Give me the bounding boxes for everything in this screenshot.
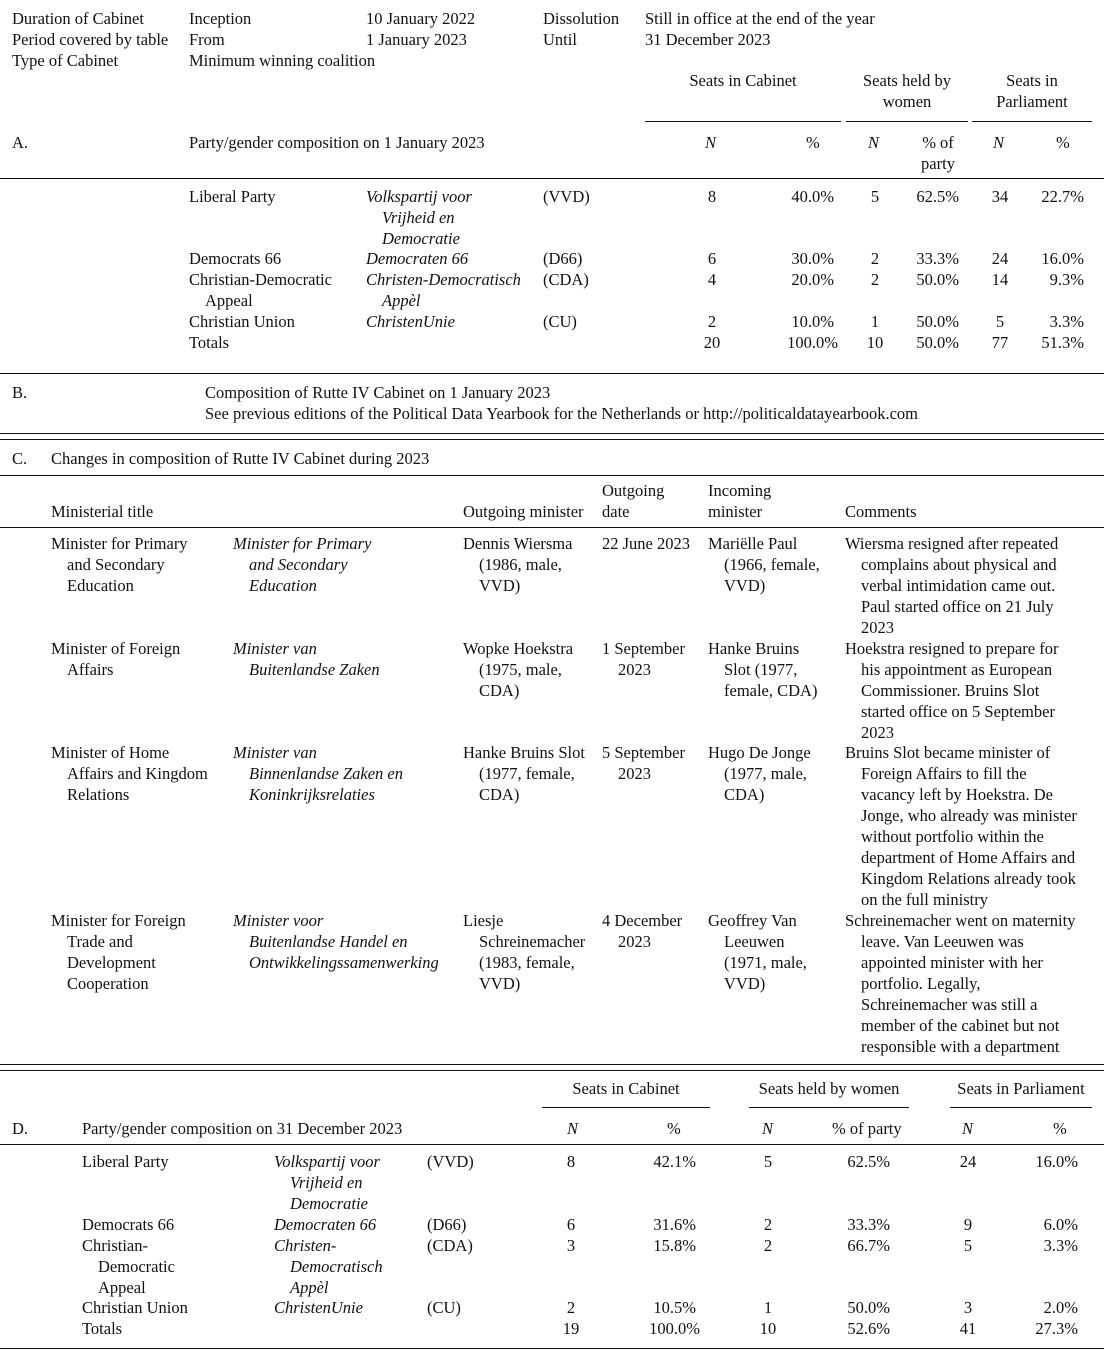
b-rule-1 [0,433,1104,434]
c-outgoing-minister-line: (1977, female, [479,764,575,783]
c-comments-line: without portfolio within the [861,827,1044,846]
c-outgoing-minister [463,910,585,994]
d-cabinet-rule [542,1107,710,1108]
c-ministerial-native [233,638,380,680]
c-incoming-minister-line: (1971, male, [724,953,807,972]
a-cab-n: 6 [707,249,717,268]
dissolution-label: Dissolution [543,9,620,28]
d-sub-p-pct: % [1053,1119,1067,1138]
c-comments-line: Bruins Slot became minister of [845,743,1051,762]
c-ministerial-native [233,533,371,596]
dissolution-value: Still in office at the end of the year [645,9,875,28]
c-ministerial-title [51,533,188,596]
c-incoming-minister-line: Geoffrey Van [708,911,797,930]
c-incoming-minister-line: Leeuwen [724,932,785,951]
c-ministerial-title [51,910,186,994]
d-totals-cab-n: 19 [562,1319,580,1338]
c-ministerial-native-line: Minister for Primary [233,534,372,553]
a-party-name [189,269,332,311]
c-incoming-minister-line: CDA) [724,785,765,804]
c-ministerial-native-line: Koninkrijksrelaties [249,785,375,804]
c-ministerial-title-line: Development [67,953,156,972]
a-sub-pct-party-line2: party [921,154,955,173]
d-party-abbr: (CU) [427,1298,461,1317]
c-outgoing-date-line: 4 December [602,911,683,930]
c-outgoing-date [602,533,690,554]
a-party-name [189,311,295,332]
a-cab-n: 2 [707,312,717,331]
a-party-abbr: (VVD) [543,187,590,206]
a-party-name-line: Christian Union [189,312,295,331]
c-comments-line: Schreinemacher was still a [861,995,1038,1014]
c-incoming-minister [708,910,807,994]
a-bottom-rule [0,373,1104,374]
a-party-native-line: Democraten 66 [366,249,469,268]
c-ministerial-native [233,742,403,805]
a-totals-p-pct: 51.3% [1041,333,1084,352]
d-cab-pct: 10.5% [653,1298,696,1317]
a-party-name-line: Christian-Democratic [189,270,332,289]
c-incoming-minister [708,638,817,701]
d-p-pct: 16.0% [1035,1152,1078,1171]
c-ministerial-native-line: and Secondary [249,555,348,574]
a-parliament-rule [972,121,1092,122]
d-p-n: 5 [963,1236,973,1255]
d-party-abbr: (CDA) [427,1236,473,1255]
c-outgoing-minister-line: (1986, male, [479,555,562,574]
a-sub-p-pct: % [1056,133,1070,152]
c-comments [845,910,1075,1057]
c-comments-line: complains about physical and [861,555,1057,574]
c-col-incoming-line1: Incoming [708,481,772,500]
a-party-name-line: Democrats 66 [189,249,282,268]
c-ministerial-title-line: Minister of Foreign [51,639,181,658]
d-cab-pct: 42.1% [653,1152,696,1171]
c-incoming-minister-line: female, CDA) [724,681,818,700]
a-w-n: 2 [870,249,880,268]
duration-label: Duration of Cabinet [12,9,144,28]
c-comments-line: responsible with a department [861,1037,1060,1056]
d-p-n: 3 [963,1298,973,1317]
d-party-name-line: Democrats 66 [82,1215,175,1234]
a-col-parliament [972,70,1092,112]
c-ministerial-native [233,910,439,973]
a-w-pct: 50.0% [916,270,959,289]
a-p-pct: 16.0% [1041,249,1084,268]
a-col-parliament-line2: Parliament [996,92,1068,111]
c-comments [845,742,1077,910]
from-label: From [189,30,225,49]
a-sub-pct-party [906,132,970,174]
c-comments-line: leave. Van Leeuwen was [861,932,1024,951]
a-totals-w-n: 10 [866,333,884,352]
a-cab-pct: 20.0% [791,270,834,289]
c-col-incoming [708,480,771,522]
c-incoming-minister-line: VVD) [724,974,766,993]
d-w-pct: 66.7% [847,1236,890,1255]
d-party-name-line: Christian- [82,1236,148,1255]
c-ministerial-native-line: Minister van [233,639,317,658]
d-col-cabinet: Seats in Cabinet [572,1079,680,1098]
d-cab-pct: 31.6% [653,1215,696,1234]
c-outgoing-minister-line: Liesje [463,911,504,930]
c-comments-line: Commissioner. Bruins Slot [861,681,1040,700]
c-comments-line: his appointment as European [861,660,1053,679]
d-cab-n: 8 [566,1152,576,1171]
d-women-rule [749,1107,909,1108]
a-women-rule [846,121,968,122]
d-col-women: Seats held by women [758,1079,900,1098]
c-header-rule [0,527,1104,528]
d-w-n: 2 [763,1215,773,1234]
a-sub-p-n: N [993,133,1005,152]
a-p-n: 24 [991,249,1009,268]
c-ministerial-title-line: Education [67,576,134,595]
b-letter: B. [12,383,28,402]
c-ministerial-title-line: Relations [67,785,130,804]
d-party-native-line: Volkspartij voor [274,1152,380,1171]
d-party-name [82,1235,175,1298]
c-outgoing-date-line: 2023 [618,932,651,951]
c-incoming-minister-line: VVD) [724,576,766,595]
a-party-native [366,186,472,249]
d-header-rule [0,1144,1104,1145]
b-line1: Composition of Rutte IV Cabinet on 1 January 2023 [205,383,551,402]
d-title: Party/gender composition on 31 December 2023 [82,1119,403,1138]
b-line2: See previous editions of the Political Data Yearbook for the Netherlands or http://politicaldatayearbook.com [205,404,918,423]
d-party-native-line: Democratie [290,1194,368,1213]
d-p-pct: 3.3% [1043,1236,1078,1255]
d-party-name-line: Democratic [98,1257,175,1276]
d-totals-w-pct: 52.6% [847,1319,890,1338]
c-outgoing-date-line: 22 June 2023 [602,534,690,553]
c-outgoing-minister [463,533,572,596]
c-comments-line: 2023 [861,618,894,637]
d-party-native-line: Vrijheid en [290,1173,363,1192]
a-w-n: 5 [870,187,880,206]
c-comments-line: on the full ministry [861,890,988,909]
c-incoming-minister-line: (1966, female, [724,555,820,574]
c-ministerial-title-line: Trade and [67,932,133,951]
until-label: Until [543,30,577,49]
c-incoming-minister-line: (1977, male, [724,764,807,783]
a-sub-cab-n: N [705,133,717,152]
d-party-name-line: Christian Union [82,1298,188,1317]
c-comments-line: vacancy left by Hoekstra. De [861,785,1053,804]
d-party-native-line: Appèl [290,1278,329,1297]
c-comments-line: Kingdom Relations already took [861,869,1076,888]
d-party-abbr: (D66) [427,1215,467,1234]
a-party-name-line: Appeal [205,291,253,310]
c-ministerial-title-line: Minister of Home [51,743,170,762]
c-ministerial-native-line: Education [249,576,317,595]
a-col-women-line1: Seats held by [863,71,951,90]
a-party-name-line: Liberal Party [189,187,276,206]
c-ministerial-title [51,742,208,805]
c-outgoing-minister [463,742,585,805]
a-sub-w-n: N [868,133,880,152]
c-col-outgoing-date-line1: Outgoing [602,481,665,500]
c-ministerial-title-line: Affairs [67,660,114,679]
d-sub-pct-party: % of party [832,1119,902,1138]
c-outgoing-minister-line: Wopke Hoekstra [463,639,574,658]
a-w-n: 1 [870,312,880,331]
c-ministerial-title [51,638,180,680]
b-rule-2 [0,439,1104,440]
a-totals-cab-n: 20 [703,333,721,352]
c-letter: C. [12,449,28,468]
a-p-n: 14 [991,270,1009,289]
c-bottom-rule-1 [0,1064,1104,1065]
c-ministerial-native-line: Buitenlandse Zaken [249,660,380,679]
c-comments-line: Jonge, who already was minister [861,806,1077,825]
c-outgoing-minister-line: Schreinemacher [479,932,586,951]
a-party-native-line: Democratie [382,229,460,248]
d-sub-w-n: N [762,1119,774,1138]
a-letter: A. [12,133,29,152]
d-p-n: 24 [959,1152,977,1171]
a-party-native [366,269,521,311]
d-party-native-line: Christen- [274,1236,337,1255]
d-totals-p-pct: 27.3% [1035,1319,1078,1338]
c-comments-line: Foreign Affairs to fill the [861,764,1027,783]
c-ministerial-title-line: Minister for Primary [51,534,188,553]
c-title: Changes in composition of Rutte IV Cabinet during 2023 [51,449,430,468]
a-party-native-line: Christen-Democratisch [366,270,521,289]
d-cab-pct: 15.8% [653,1236,696,1255]
a-cab-pct: 40.0% [791,187,834,206]
c-col-outgoing-date-line2: date [602,502,630,521]
d-w-pct: 62.5% [847,1152,890,1171]
c-incoming-minister-line: Slot (1977, [724,660,798,679]
c-outgoing-minister-line: Hanke Bruins Slot [463,743,585,762]
a-cabinet-rule [645,121,841,122]
c-ministerial-title-line: Cooperation [67,974,149,993]
d-letter: D. [12,1119,29,1138]
c-bottom-rule-2 [0,1070,1104,1071]
a-totals-w-pct: 50.0% [916,333,959,352]
c-incoming-minister-line: Hugo De Jonge [708,743,811,762]
period-label: Period covered by table [12,30,169,49]
c-comments-line: portfolio. Legally, [861,974,981,993]
c-outgoing-minister-line: VVD) [479,974,521,993]
d-p-pct: 2.0% [1043,1298,1078,1317]
d-bottom-rule [0,1348,1104,1349]
c-incoming-minister [708,533,820,596]
d-cab-n: 3 [566,1236,576,1255]
a-w-pct: 62.5% [916,187,959,206]
a-p-n: 5 [995,312,1005,331]
a-p-n: 34 [991,187,1009,206]
c-comments-line: member of the cabinet but not [861,1016,1060,1035]
d-parliament-rule [950,1107,1092,1108]
c-ministerial-title-line: Minister for Foreign [51,911,186,930]
a-party-name [189,248,281,269]
type-label: Type of Cabinet [12,51,119,70]
c-outgoing-date-line: 1 September [602,639,685,658]
c-outgoing-minister-line: (1975, male, [479,660,562,679]
d-w-n: 2 [763,1236,773,1255]
a-cab-pct: 10.0% [791,312,834,331]
d-w-n: 5 [763,1152,773,1171]
d-p-n: 9 [963,1215,973,1234]
a-party-abbr: (D66) [543,249,583,268]
d-cab-n: 6 [566,1215,576,1234]
d-party-name-line: Liberal Party [82,1152,169,1171]
type-value: Minimum winning coalition [189,51,376,70]
a-col-women [846,70,968,112]
d-party-name [82,1297,188,1318]
c-outgoing-date-line: 2023 [618,764,651,783]
d-party-name-line: Appeal [98,1278,146,1297]
inception-label: Inception [189,9,252,28]
a-col-parliament-line1: Seats in [1006,71,1058,90]
d-sub-p-n: N [962,1119,974,1138]
a-w-pct: 50.0% [916,312,959,331]
d-w-pct: 33.3% [847,1215,890,1234]
a-party-native-line: Vrijheid en [382,208,455,227]
c-comments [845,533,1058,638]
c-outgoing-date [602,910,682,952]
d-totals-label: Totals [82,1319,123,1338]
c-col-outgoing-date [602,480,664,522]
a-party-name [189,186,276,207]
a-col-cabinet-label: Seats in Cabinet [689,71,797,90]
c-title-rule [0,475,1104,476]
c-comments-line: Hoekstra resigned to prepare for [845,639,1059,658]
a-totals-label: Totals [189,333,230,352]
a-col-women-line2: women [882,92,932,111]
c-comments-line: started office on 5 September [861,702,1055,721]
d-party-abbr: (VVD) [427,1152,474,1171]
a-header-rule [0,178,1104,179]
c-comments-line: Schreinemacher went on maternity [845,911,1076,930]
a-title: Party/gender composition on 1 January 2023 [189,133,485,152]
a-p-pct: 3.3% [1049,312,1084,331]
a-party-native [366,248,468,269]
d-party-native-line: Democratisch [290,1257,383,1276]
a-p-pct: 22.7% [1041,187,1084,206]
c-col-title: Ministerial title [51,502,154,521]
d-party-native [274,1297,363,1318]
c-outgoing-minister-line: CDA) [479,681,520,700]
c-incoming-minister-line: Mariëlle Paul [708,534,798,553]
c-comments-line: department of Home Affairs and [861,848,1076,867]
c-ministerial-native-line: Binnenlandse Zaken en [249,764,403,783]
a-sub-pct-party-line1: % of [922,133,954,152]
c-ministerial-title-line: Affairs and Kingdom [67,764,208,783]
c-comments-line: verbal intimidation came out. [861,576,1056,595]
a-col-cabinet [645,70,841,91]
d-party-native [274,1235,383,1298]
a-totals-cab-pct: 100.0% [787,333,838,352]
c-outgoing-date [602,742,685,784]
c-incoming-minister [708,742,811,805]
c-col-incoming-line2: minister [708,502,763,521]
d-party-name [82,1151,169,1172]
c-outgoing-minister [463,638,573,701]
d-totals-w-n: 10 [759,1319,777,1338]
c-outgoing-minister-line: VVD) [479,576,521,595]
d-cab-n: 2 [566,1298,576,1317]
a-p-pct: 9.3% [1049,270,1084,289]
a-party-abbr: (CU) [543,312,577,331]
d-party-name [82,1214,174,1235]
a-party-native-line: Volkspartij voor [366,187,472,206]
a-cab-n: 8 [707,187,717,206]
c-ministerial-title-line: and Secondary [67,555,165,574]
a-party-native [366,311,455,332]
c-comments-line: 2023 [861,723,894,742]
c-ministerial-native-line: Minister van [233,743,317,762]
a-cab-n: 4 [707,270,717,289]
d-sub-cab-pct: % [667,1119,681,1138]
d-party-native [274,1214,376,1235]
d-sub-cab-n: N [567,1119,579,1138]
c-outgoing-minister-line: CDA) [479,785,520,804]
c-outgoing-minister-line: Dennis Wiersma [463,534,573,553]
until-value: 31 December 2023 [645,30,771,49]
c-ministerial-native-line: Buitenlandse Handel en [249,932,408,951]
d-w-n: 1 [763,1298,773,1317]
a-totals-p-n: 77 [991,333,1009,352]
a-w-pct: 33.3% [916,249,959,268]
c-ministerial-native-line: Ontwikkelingssamenwerking [249,953,439,972]
d-col-parliament: Seats in Parliament [957,1079,1085,1098]
a-party-native-line: ChristenUnie [366,312,455,331]
a-sub-cab-pct: % [806,133,820,152]
a-w-n: 2 [870,270,880,289]
c-col-comments: Comments [845,502,917,521]
d-party-native [274,1151,380,1214]
c-comments-line: Paul started office on 21 July [861,597,1054,616]
c-ministerial-native-line: Minister voor [233,911,324,930]
c-outgoing-date-line: 2023 [618,660,651,679]
d-party-native-line: ChristenUnie [274,1298,363,1317]
d-totals-p-n: 41 [959,1319,977,1338]
c-col-outgoing: Outgoing minister [463,502,584,521]
c-incoming-minister-line: Hanke Bruins [708,639,800,658]
c-outgoing-date [602,638,685,680]
d-totals-cab-pct: 100.0% [649,1319,700,1338]
c-comments-line: appointed minister with her [861,953,1043,972]
from-value: 1 January 2023 [366,30,467,49]
c-comments [845,638,1059,743]
d-w-pct: 50.0% [847,1298,890,1317]
a-party-native-line: Appèl [382,291,421,310]
c-outgoing-date-line: 5 September [602,743,685,762]
a-cab-pct: 30.0% [791,249,834,268]
c-outgoing-minister-line: (1983, female, [479,953,575,972]
d-p-pct: 6.0% [1043,1215,1078,1234]
a-party-abbr: (CDA) [543,270,589,289]
d-party-native-line: Democraten 66 [274,1215,377,1234]
c-comments-line: Wiersma resigned after repeated [845,534,1059,553]
inception-value: 10 January 2022 [366,9,476,28]
